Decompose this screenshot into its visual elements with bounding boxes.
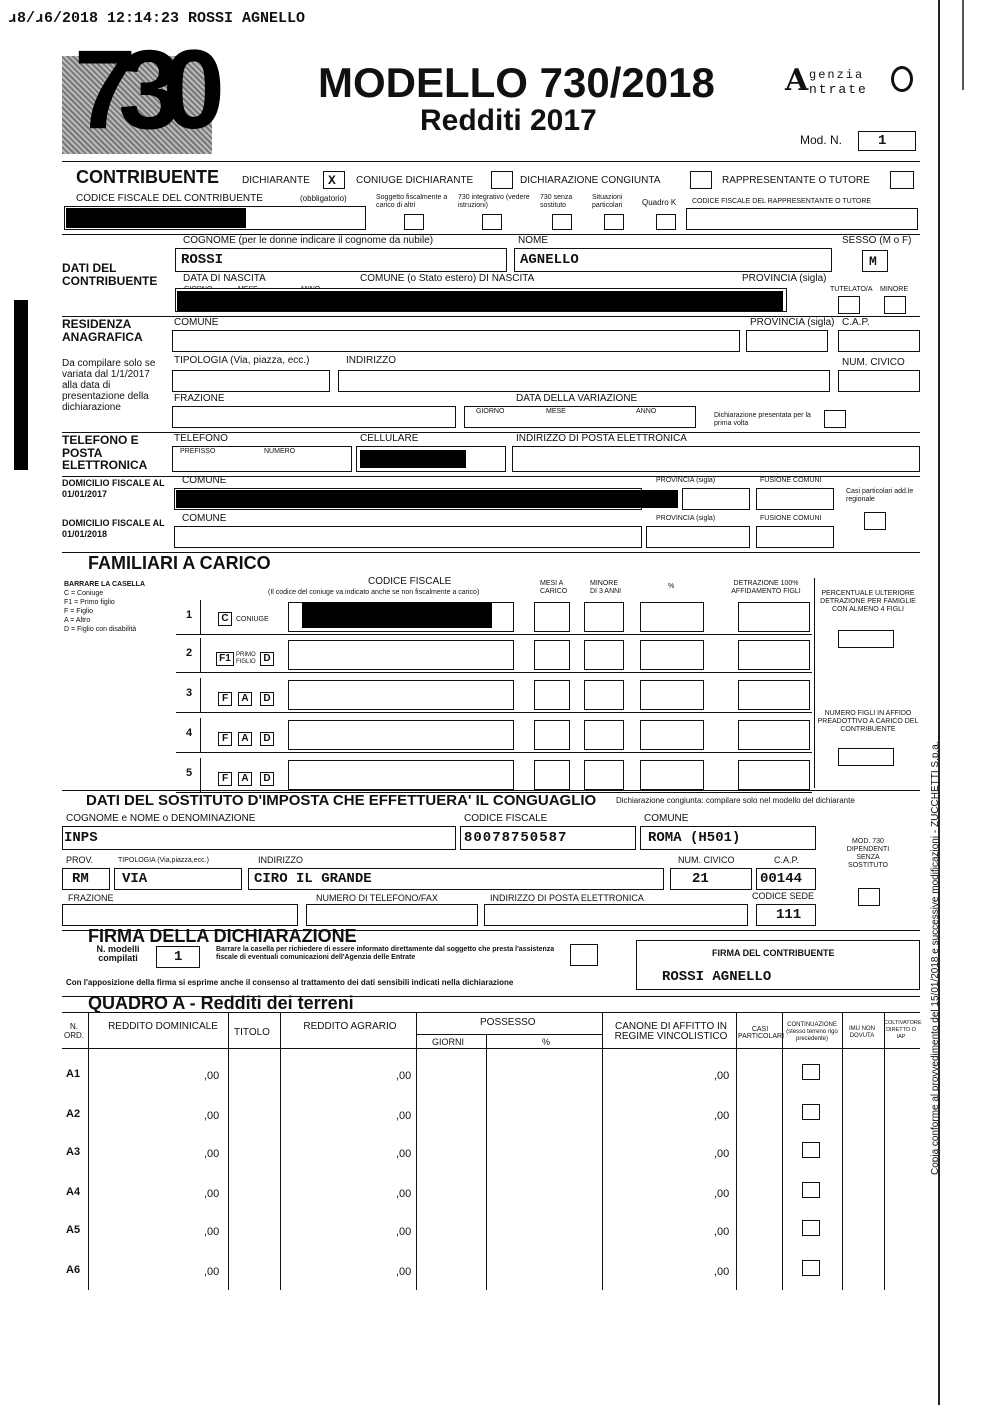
fam-cf-label: CODICE FISCALE: [368, 576, 452, 587]
modelli-label: N. modelli compilati: [96, 944, 140, 963]
congiunta-label: DICHIARAZIONE CONGIUNTA: [520, 175, 661, 186]
fam-f1-checkbox[interactable]: F1: [216, 652, 234, 666]
qa-dominicale-value[interactable]: ,00: [204, 1266, 220, 1278]
qa-canone-value[interactable]: ,00: [714, 1110, 730, 1122]
tutelato-checkbox[interactable]: [838, 296, 860, 314]
fam-row-number: 4: [186, 727, 193, 739]
fam-numero-figli-label: NUMERO FIGLI IN AFFIDO PREADOTTIVO A CARICO DEL CONTRIBUENTE: [817, 710, 919, 733]
res-comune-label: COMUNE: [174, 317, 219, 328]
dati-side-label: DATI DEL CONTRIBUENTE: [62, 261, 158, 288]
qa-perc-header: %: [542, 1037, 551, 1047]
mod730-checkbox[interactable]: [858, 888, 880, 906]
dom18-provincia-field[interactable]: [646, 526, 750, 548]
fam-c-checkbox[interactable]: C: [218, 612, 232, 626]
republic-emblem-icon: [891, 66, 913, 92]
prima-volta-checkbox[interactable]: [824, 410, 846, 428]
sesso-value: M: [869, 254, 877, 269]
fam-mesi-field[interactable]: [534, 680, 570, 710]
sost-indirizzo-value: CIRO IL GRANDE: [254, 871, 372, 887]
dom17-fusione-label: FUSIONE COMUNI: [760, 477, 822, 484]
sesso-label: SESSO (M o F): [842, 235, 912, 246]
sostituto-note: Dichiarazione congiunta: compilare solo nel modello del dichiarante: [616, 796, 855, 805]
barrare-checkbox[interactable]: [570, 944, 598, 966]
rappresentante-checkbox[interactable]: [890, 171, 914, 189]
rappresentante-label: RAPPRESENTANTE O TUTORE: [722, 175, 870, 186]
qa-row-label: A1: [66, 1068, 81, 1080]
mod-n-field[interactable]: [858, 131, 916, 151]
barrare-note: Barrare la casella per richiedere di essere informato direttamente dal soggetto che presta l'assistenza fiscale di eventuali comunicazioni dell'Agenzia delle Entrate: [216, 946, 555, 961]
var-anno-label: ANNO: [636, 408, 657, 415]
sost-telefono-field[interactable]: [306, 904, 478, 926]
dom18-comune-field[interactable]: [174, 526, 642, 548]
contribuente-title: CONTRIBUENTE: [76, 167, 219, 187]
fam-a-checkbox[interactable]: A: [238, 772, 252, 786]
side-copy-note: Copia conforme al provvedimento del 15/01/2018 e successive modificazioni - ZUCCHETTI S.p.a.: [930, 741, 941, 1175]
quadro-a-title: QUADRO A - Redditi dei terreni: [88, 993, 354, 1013]
res-comune-field[interactable]: [172, 330, 740, 352]
fam-f-checkbox[interactable]: F: [218, 772, 232, 786]
sost-email-label: INDIRIZZO DI POSTA ELETTRONICA: [490, 893, 644, 903]
cf-label: CODICE FISCALE DEL CONTRIBUENTE: [76, 193, 263, 204]
coniuge-label: CONIUGE DICHIARANTE: [356, 175, 474, 186]
quadro-k-checkbox[interactable]: [656, 214, 676, 230]
fam-percentuale-field[interactable]: [838, 630, 894, 648]
fam-f-checkbox[interactable]: F: [218, 692, 232, 706]
qa-canone-value[interactable]: ,00: [714, 1266, 730, 1278]
cognome-label: COGNOME (per le donne indicare il cognome da nubile): [183, 235, 434, 246]
sost-indirizzo-label: INDIRIZZO: [258, 855, 303, 865]
sost-civico-field[interactable]: [670, 868, 752, 890]
res-indirizzo-field[interactable]: [338, 370, 830, 392]
prefisso-label: PREFISSO: [180, 448, 216, 455]
firma-label: FIRMA DEL CONTRIBUENTE: [712, 948, 835, 958]
coniuge-checkbox[interactable]: [491, 171, 513, 189]
prima-volta-label: Dichiarazione presentata per la prima volta: [714, 412, 811, 427]
res-tipologia-field[interactable]: [172, 370, 330, 392]
fam-f-checkbox[interactable]: F: [218, 732, 232, 746]
mod-n-value: 1: [878, 133, 887, 149]
cognome-value: ROSSI: [181, 252, 224, 268]
qa-casi-header: CASI PARTICOLARI: [738, 1026, 785, 1040]
fam-cf-field[interactable]: [288, 720, 514, 750]
dom18-fusione-field[interactable]: [756, 526, 834, 548]
qa-agrario-value[interactable]: ,00: [396, 1188, 412, 1200]
modelli-value: 1: [174, 949, 183, 965]
res-indirizzo-label: INDIRIZZO: [346, 355, 396, 366]
minore-checkbox[interactable]: [884, 296, 906, 314]
cf-note: (obbligatorio): [300, 194, 347, 203]
qa-continuazione-checkbox[interactable]: [802, 1104, 820, 1120]
sost-email-field[interactable]: [484, 904, 748, 926]
telefono-label: TELEFONO: [174, 433, 228, 444]
qa-canone-header: CANONE DI AFFITTO IN REGIME VINCOLISTICO: [614, 1021, 728, 1042]
fam-d-checkbox[interactable]: D: [260, 652, 274, 666]
fam-numero-figli-field[interactable]: [838, 748, 894, 766]
fam-row-number: 2: [186, 647, 193, 659]
fam-primo-figlio-label: PRIMO FIGLIO: [236, 652, 256, 665]
fam-cf-note: (Il codice del coniuge va indicato anche se non fiscalmente a carico): [268, 589, 480, 596]
qa-continuazione-checkbox[interactable]: [802, 1064, 820, 1080]
qa-row-label: A2: [66, 1108, 81, 1120]
email-label: INDIRIZZO DI POSTA ELETTRONICA: [516, 433, 687, 444]
fam-d-checkbox[interactable]: D: [260, 772, 274, 786]
fam-cf-field[interactable]: [288, 640, 514, 670]
email-field[interactable]: [512, 446, 920, 472]
fam-row-number: 3: [186, 687, 193, 699]
data-variazione-label: DATA DELLA VARIAZIONE: [516, 393, 638, 404]
qa-possesso-header: POSSESSO: [480, 1017, 536, 1028]
prov-value: RM: [72, 871, 89, 887]
sost-cap-value: 00144: [760, 871, 803, 887]
agenzia-entrate-logo: A genzia ntrate: [785, 66, 915, 106]
fam-row-number: 1: [186, 609, 193, 621]
sostituto-title: DATI DEL SOSTITUTO D'IMPOSTA CHE EFFETTUERA' IL CONGUAGLIO: [86, 792, 597, 809]
fam-perc-field[interactable]: [640, 602, 704, 632]
codice-sede-label: CODICE SEDE: [752, 891, 815, 901]
qa-dominicale-header: REDDITO DOMINICALE: [108, 1021, 218, 1032]
fam-mesi-field[interactable]: [534, 720, 570, 750]
qa-coltivatore-header: COLTIVATORE DIRETTO O IAP: [884, 1020, 922, 1040]
qa-agrario-value[interactable]: ,00: [396, 1148, 412, 1160]
sost-cf-label: CODICE FISCALE: [464, 813, 548, 824]
qa-giorni-header: GIORNI: [432, 1037, 465, 1047]
mod-n-label: Mod. N.: [800, 133, 843, 147]
qa-row-label: A4: [66, 1186, 81, 1198]
qa-dominicale-value[interactable]: ,00: [204, 1110, 220, 1122]
dichiarante-mark: X: [328, 173, 336, 188]
res-civico-field[interactable]: [838, 370, 920, 392]
res-tipologia-label: TIPOLOGIA (Via, piazza, ecc.): [174, 355, 310, 366]
minore-label: MINORE: [880, 286, 908, 293]
quadro-k-label: Quadro K: [642, 198, 677, 207]
fam-detrazione-field[interactable]: [738, 640, 810, 670]
fam-detrazione-label: DETRAZIONE 100% AFFIDAMENTO FIGLI: [731, 580, 801, 595]
scan-margin-bar: [14, 300, 28, 470]
casi-add-checkbox[interactable]: [864, 512, 886, 530]
model-730-logo: 730: [62, 40, 222, 155]
sost-cf-value: 80078750587: [464, 830, 568, 846]
fam-detrazione-field[interactable]: [738, 680, 810, 710]
redacted-cellulare: [360, 450, 466, 468]
nome-label: NOME: [518, 235, 548, 246]
fam-cf-field[interactable]: [288, 680, 514, 710]
fam-minore-field[interactable]: [584, 640, 624, 670]
nascita-label: DATA DI NASCITA: [183, 273, 266, 284]
res-provincia-label: PROVINCIA (sigla): [750, 317, 835, 328]
fam-perc-field[interactable]: [640, 760, 704, 790]
casi-add-label: Casi particolari add.le regionale: [846, 488, 914, 503]
dom17-comune-label: COMUNE: [182, 475, 227, 486]
fam-d-checkbox[interactable]: D: [260, 692, 274, 706]
qa-canone-value[interactable]: ,00: [714, 1226, 730, 1238]
prov-label: PROV.: [66, 855, 94, 865]
sost-frazione-label: FRAZIONE: [68, 893, 114, 903]
qa-dominicale-value[interactable]: ,00: [204, 1070, 220, 1082]
dom17-fusione-field[interactable]: [756, 488, 834, 510]
qa-canone-value[interactable]: ,00: [714, 1188, 730, 1200]
soggetto-checkbox[interactable]: [404, 214, 424, 230]
congiunta-checkbox[interactable]: [690, 171, 712, 189]
qa-row-label: A3: [66, 1146, 81, 1158]
firma-value: ROSSI AGNELLO: [662, 969, 772, 985]
fam-detrazione-field[interactable]: [738, 760, 810, 790]
res-frazione-field[interactable]: [172, 406, 456, 428]
qa-agrario-value[interactable]: ,00: [396, 1110, 412, 1122]
sost-frazione-field[interactable]: [62, 904, 298, 926]
fam-detrazione-field[interactable]: [738, 720, 810, 750]
sost-civico-label: NUM. CIVICO: [678, 855, 735, 865]
cellulare-label: CELLULARE: [360, 433, 419, 444]
var-giorno-label: GIORNO: [476, 408, 505, 415]
fam-mesi-field[interactable]: [534, 640, 570, 670]
provincia-nascita-label: PROVINCIA (sigla): [742, 273, 827, 284]
integrativo-label: 730 integrativo (vedere istruzioni): [458, 194, 530, 209]
qa-continuazione-header: CONTINUAZIONE (stesso terreno rigo precedente): [786, 1022, 838, 1042]
tipologia-label: TIPOLOGIA (Via,piazza,ecc.): [118, 857, 209, 864]
dom17-provincia-label: PROVINCIA (sigla): [656, 477, 716, 484]
sost-cap-label: C.A.P.: [774, 855, 799, 865]
fam-minore-label: MINORE DI 3 ANNI: [590, 580, 622, 595]
qa-titolo-header: TITOLO: [234, 1027, 270, 1038]
denominazione-value: INPS: [64, 830, 98, 846]
situazioni-label: Situazioni particolari: [592, 194, 623, 209]
numero-label: NUMERO: [264, 448, 296, 455]
qa-row-label: A5: [66, 1224, 81, 1236]
fam-perc-label: %: [668, 583, 675, 590]
fam-minore-field[interactable]: [584, 602, 624, 632]
dichiarante-label: DICHIARANTE: [242, 175, 310, 186]
telefono-side-label: TELEFONO E POSTA ELETTRONICA: [62, 433, 148, 473]
qa-agrario-header: REDDITO AGRARIO: [303, 1021, 397, 1032]
qa-continuazione-checkbox[interactable]: [802, 1260, 820, 1276]
redacted-fam-cf: [302, 602, 492, 628]
qa-continuazione-checkbox[interactable]: [802, 1220, 820, 1236]
qa-canone-value[interactable]: ,00: [714, 1148, 730, 1160]
senza-sostituto-checkbox[interactable]: [552, 214, 572, 230]
codice-sede-value: 111: [776, 907, 802, 923]
form-title: MODELLO 730/2018: [318, 59, 715, 106]
dom18-provincia-label: PROVINCIA (sigla): [656, 515, 716, 522]
res-provincia-field[interactable]: [746, 330, 828, 352]
qa-dominicale-value[interactable]: ,00: [204, 1226, 220, 1238]
cf-rappresentante-label: CODICE FISCALE DEL RAPPRESENTANTE O TUTORE: [692, 198, 872, 205]
mod730-label: MOD. 730 DIPENDENTI SENZA SOSTITUTO: [846, 838, 890, 869]
form-subtitle: Redditi 2017: [420, 104, 597, 137]
res-cap-label: C.A.P.: [842, 317, 870, 328]
comune-nascita-label: COMUNE (o Stato estero) DI NASCITA: [360, 273, 535, 284]
qa-canone-value[interactable]: ,00: [714, 1070, 730, 1082]
qa-row-label: A6: [66, 1264, 81, 1276]
qa-agrario-value[interactable]: ,00: [396, 1266, 412, 1278]
qa-imu-header: IMU NON DOVUTA: [849, 1026, 875, 1039]
sost-telefono-label: NUMERO DI TELEFONO/FAX: [316, 893, 438, 903]
consenso-note: Con l'apposizione della firma si esprime anche il consenso al trattamento dei dati sensibili indicati nella dichiarazione: [66, 978, 514, 987]
res-frazione-label: FRAZIONE: [174, 393, 225, 404]
dom18-fusione-label: FUSIONE COMUNI: [760, 515, 822, 522]
fam-minore-field[interactable]: [584, 720, 624, 750]
qa-dominicale-value[interactable]: ,00: [204, 1188, 220, 1200]
soggetto-label: Soggetto fiscalmente a carico di altri: [376, 194, 448, 209]
fam-coniuge-label: CONIUGE: [236, 616, 269, 623]
qa-continuazione-checkbox[interactable]: [802, 1142, 820, 1158]
domicilio-2018-label: DOMICILIO FISCALE AL 01/01/2018: [62, 518, 165, 539]
qa-agrario-value[interactable]: ,00: [396, 1070, 412, 1082]
redacted-nascita: [177, 291, 783, 311]
qa-agrario-value[interactable]: ,00: [396, 1226, 412, 1238]
residenza-side-label: RESIDENZA ANAGRAFICA: [62, 317, 143, 344]
fam-minore-field[interactable]: [584, 760, 624, 790]
tutelato-label: TUTELATO/A: [830, 286, 873, 293]
fam-perc-field[interactable]: [640, 720, 704, 750]
dom18-comune-label: COMUNE: [182, 513, 227, 524]
firma-title: FIRMA DELLA DICHIARAZIONE: [88, 926, 357, 946]
cf-rappresentante-field[interactable]: [686, 208, 918, 230]
denominazione-label: COGNOME e NOME o DENOMINAZIONE: [66, 813, 256, 824]
residenza-note: Da compilare solo se variata dal 1/1/2017 alla data di presentazione della dichiarazione: [62, 358, 156, 413]
nome-value: AGNELLO: [520, 252, 579, 268]
fam-a-checkbox[interactable]: A: [238, 732, 252, 746]
sost-comune-value: ROMA (H501): [648, 830, 741, 846]
dom17-provincia-field[interactable]: [682, 488, 750, 510]
fam-d-checkbox[interactable]: D: [260, 732, 274, 746]
denominazione-field[interactable]: [62, 826, 456, 850]
fam-detrazione-field[interactable]: [738, 602, 810, 632]
fam-percentuale-label: PERCENTUALE ULTERIORE DETRAZIONE PER FAMIGLIE CON ALMENO 4 FIGLI: [820, 590, 916, 613]
qa-continuazione-checkbox[interactable]: [802, 1182, 820, 1198]
fam-perc-field[interactable]: [640, 680, 704, 710]
sost-comune-label: COMUNE: [644, 813, 689, 824]
domicilio-2017-label: DOMICILIO FISCALE AL 01/01/2017: [62, 478, 165, 499]
familiari-legend: BARRARE LA CASELLA C = Coniuge F1 = Primo figlio F = Figlio A = Altro D = Figlio con disabilità: [64, 581, 146, 633]
tipologia-value: VIA: [122, 871, 148, 887]
integrativo-checkbox[interactable]: [482, 214, 502, 230]
fam-mesi-field[interactable]: [534, 760, 570, 790]
fam-row-number: 5: [186, 767, 193, 779]
fam-mesi-field[interactable]: [534, 602, 570, 632]
fam-mesi-label: MESI A CARICO: [540, 580, 568, 595]
fam-minore-field[interactable]: [584, 680, 624, 710]
fam-cf-field[interactable]: [288, 760, 514, 790]
redacted-cf: [66, 208, 246, 228]
fam-a-checkbox[interactable]: A: [238, 692, 252, 706]
cognome-field[interactable]: [175, 248, 507, 272]
qa-ord-header: N. ORD.: [64, 1022, 84, 1040]
res-cap-field[interactable]: [838, 330, 920, 352]
redacted-domicilio-2017: [176, 490, 678, 508]
var-mese-label: MESE: [546, 408, 566, 415]
situazioni-checkbox[interactable]: [604, 214, 624, 230]
senza-sostituto-label: 730 senza sostituto: [540, 194, 573, 209]
qa-dominicale-value[interactable]: ,00: [204, 1148, 220, 1160]
fam-perc-field[interactable]: [640, 640, 704, 670]
sost-civico-value: 21: [692, 871, 709, 887]
fax-header-line: ɹ8/ɹ6/2018 12:14:23 ROSSI AGNELLO: [8, 10, 306, 27]
familiari-title: FAMILIARI A CARICO: [88, 553, 271, 573]
res-civico-label: NUM. CIVICO: [842, 357, 905, 368]
